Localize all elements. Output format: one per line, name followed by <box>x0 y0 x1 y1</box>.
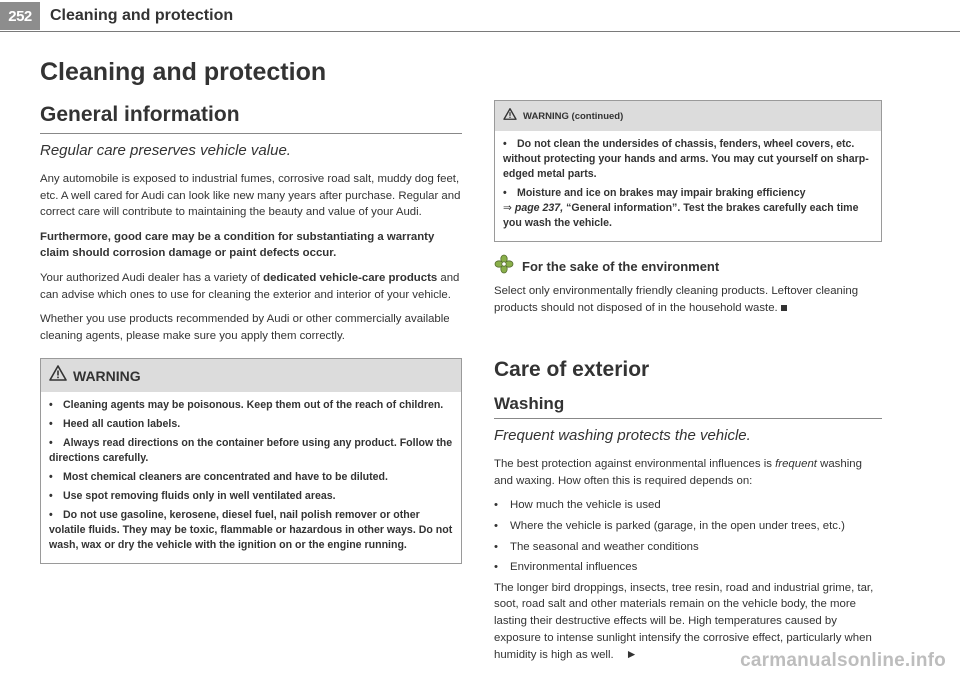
environment-heading <box>494 254 882 279</box>
bold-text: dedicated vehicle-care products <box>263 271 438 284</box>
page-header <box>0 0 960 34</box>
list-item-text: The seasonal and weather conditions <box>510 540 699 553</box>
section-title: Cleaning and protection <box>40 58 327 86</box>
warning-item-text: Do not clean the undersides of chassis, fenders, wheel covers, etc. without protecting your hands and arms. You may cut yourself on sharp-edged metal parts. <box>503 138 869 180</box>
paragraph <box>494 456 882 489</box>
warning-item: • Moisture and ice on brakes may impair braking efficiency ⇒ page 237, “General information”. Test the brakes carefully each time you wash the vehicle. <box>503 187 859 229</box>
list-item-text: Environmental influences <box>510 561 638 574</box>
warning-item-text: “General information”. Test the brakes carefully each time you wash the vehicle. <box>503 202 859 229</box>
environment-title: For the sake of the environment <box>522 259 720 274</box>
header-title: Cleaning and protection <box>50 7 234 24</box>
page-number: 252 <box>0 2 40 30</box>
heading-rule <box>494 418 882 419</box>
washing-subtitle: Frequent washing protects the vehicle. <box>494 427 751 445</box>
warning-continued-title: WARNING (continued) <box>523 110 624 122</box>
list-item: • Environmental influences <box>494 561 638 574</box>
text: washing and waxing. How often this is required depends on: <box>494 458 862 487</box>
paragraph: Any automobile is exposed to industrial fumes, corrosive road salt, muddy dog feet, etc. A well cared for Audi can look like new many years after purchase. Regular and correct care will contribute to maintaining the beauty and value of your Audi. <box>40 173 461 219</box>
list-item-text: Where the vehicle is parked (garage, in the open under trees, etc.) <box>510 519 845 532</box>
italic-text: frequent <box>775 458 817 471</box>
warning-item-text: Do not use gasoline, kerosene, diesel fuel, nail polish remover or other volatile fluids. They may be toxic, flammable or hazardous in other ways. Do not wash, wax or dry the vehicle with the ignition on or the engine running. <box>49 509 453 552</box>
warning-item-text: Heed all caution labels. <box>63 418 181 431</box>
text: Your authorized Audi dealer has a variety of <box>40 271 264 284</box>
right-column <box>494 100 882 672</box>
washing-heading: Washing <box>494 394 565 414</box>
general-information-heading: General information <box>40 103 240 126</box>
list-item: • Where the vehicle is parked (garage, in the open under trees, etc.) <box>494 519 845 532</box>
list-item: • The seasonal and weather conditions <box>494 540 699 553</box>
warning-item-text: Use spot removing fluids only in well ventilated areas. <box>63 490 336 503</box>
warning-continued-header <box>495 101 881 131</box>
care-of-exterior-heading: Care of exterior <box>494 358 650 382</box>
general-information-subtitle: Regular care preserves vehicle value. <box>40 142 291 159</box>
reference-arrow: ⇒ <box>503 202 512 214</box>
watermark: carmanualsonline.info <box>740 650 946 671</box>
text: Select only environmentally friendly cleaning products. Leftover cleaning products should not disposed of in the household waste. <box>494 285 859 314</box>
warning-item: • Do not clean the undersides of chassis, fenders, wheel covers, etc. without protecting your hands and arms. You may cut yourself on sharp-edged metal parts. <box>503 138 869 180</box>
list-item-text: How much the vehicle is used <box>510 499 661 512</box>
warning-item: • Most chemical cleaners are concentrated and have to be diluted. <box>49 471 388 484</box>
text: The longer bird droppings, insects, tree resin, road and industrial grime, tar, soot, road salt and other materials remain on the vehicle body, the more lasting their destructive effects will be. High temperatures caused by exposure to intense sunlight intensify the corrosive effect, particularly when humidity is high as well. <box>494 581 874 662</box>
continue-arrow-icon: ► <box>625 647 638 662</box>
warning-continued-box <box>494 100 882 242</box>
header-rule <box>0 31 960 32</box>
end-square-icon <box>781 305 787 311</box>
list-item: • How much the vehicle is used <box>494 499 661 512</box>
paragraph: Whether you use products recommended by Audi or other commercially available cleaning agents, please make sure you apply them correctly. <box>40 313 450 342</box>
left-column <box>40 48 462 564</box>
warning-box <box>40 358 462 564</box>
warning-item-text: Always read directions on the container before using any product. Follow the directions carefully. <box>49 437 453 465</box>
warning-header <box>41 359 461 392</box>
eco-flower-icon <box>494 254 514 279</box>
warning-triangle-icon <box>503 107 517 125</box>
warning-title: WARNING <box>73 367 141 384</box>
warning-body <box>41 392 461 563</box>
warning-item: • Do not use gasoline, kerosene, diesel fuel, nail polish remover or other volatile fluids. They may be toxic, flammable or hazardous in other ways. Do not wash, wax or dry the vehicle with the ignition on or the engine running. <box>49 509 453 552</box>
environment-text <box>494 283 882 316</box>
warning-item: • Cleaning agents may be poisonous. Keep them out of the reach of children. <box>49 399 444 412</box>
paragraph-bold: Furthermore, good care may be a condition for substantiating a warranty claim should corrosion damage or paint defects occur. <box>40 230 435 260</box>
warning-item-text: Moisture and ice on brakes may impair braking efficiency <box>517 187 806 199</box>
warning-item-text: Most chemical cleaners are concentrated and have to be diluted. <box>63 471 388 484</box>
page-reference-link[interactable]: page 237, <box>514 202 564 214</box>
text: The best protection against environmental influences is <box>494 458 776 471</box>
paragraph <box>40 270 462 303</box>
warning-triangle-icon <box>49 365 67 386</box>
warning-item-text: Cleaning agents may be poisonous. Keep them out of the reach of children. <box>63 399 444 412</box>
heading-rule <box>40 133 462 134</box>
warning-item: • Always read directions on the container before using any product. Follow the directions carefully. <box>49 437 453 465</box>
warning-continued-body <box>495 131 881 241</box>
warning-item: • Use spot removing fluids only in well ventilated areas. <box>49 490 336 503</box>
text: and can advise which ones to use for cleaning the exterior and interior of your vehicle. <box>40 271 460 301</box>
warning-item: • Heed all caution labels. <box>49 418 181 431</box>
